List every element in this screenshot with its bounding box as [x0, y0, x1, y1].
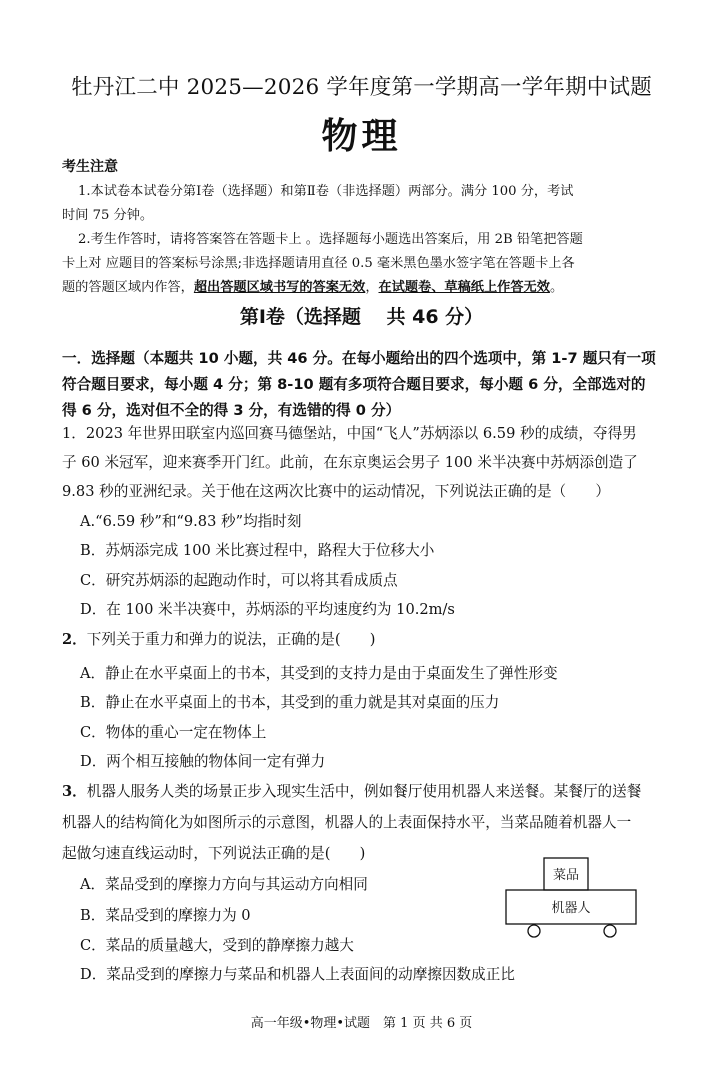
- page-footer: 高一年级•物理•试题 第 1 页 共 6 页: [250, 1016, 473, 1031]
- q1-stem-line-1: 1．2023 年世界田联室内巡回赛马德堡站，中国“飞人”苏炳添以 6.59 秒的成绩，夺得男: [62, 425, 637, 442]
- part-instructions-line-1: 一．选择题（本题共 10 小题，共 46 分。在每小题给出的四个选项中，第 1-7 题只有一项: [62, 350, 656, 367]
- q3-stem-line-1: [62, 780, 641, 801]
- q2-option-d: D．两个相互接触的物体间一定有弹力: [80, 753, 326, 770]
- q2-stem: [62, 628, 375, 649]
- q3-option-b: B．菜品受到的摩擦力为 0: [80, 907, 251, 924]
- notice-line-2: 时间 75 分钟。: [62, 208, 154, 223]
- q1-option-b: B．苏炳添完成 100 米比赛过程中，路程大于位移大小: [80, 542, 435, 559]
- robot-diagram: [500, 852, 650, 942]
- exam-title: 牡丹江二中 2025—2026 学年度第一学期高一学年期中试题: [71, 75, 652, 100]
- q1-option-c: C．研究苏炳添的起跑动作时，可以将其看成质点: [80, 572, 398, 589]
- draft-invalid-warning: 在试题卷、草稿纸上作答无效: [378, 280, 550, 295]
- notice-line-1: 1.本试卷本试卷分第Ⅰ卷（选择题）和第Ⅱ卷（非选择题）两部分。满分 100 分，考试: [78, 184, 574, 199]
- notice-line-5: [62, 276, 563, 295]
- section-title: 第Ⅰ卷（选择题 共 46 分）: [239, 306, 484, 328]
- robot-wheel-right: [604, 925, 616, 937]
- q2-number: 2．: [62, 631, 87, 648]
- q1-option-d: D．在 100 米半决赛中，苏炳添的平均速度约为 10.2m/s: [80, 601, 455, 618]
- q3-option-d: D．菜品受到的摩擦力与菜品和机器人上表面间的动摩擦因数成正比: [80, 966, 515, 983]
- q1-stem-line-3: 9.83 秒的亚洲纪录。关于他在这两次比赛中的运动情况，下列说法正确的是（ ）: [62, 483, 610, 500]
- notice-line-3: 2.考生作答时，请将答案答在答题卡上 。选择题每小题选出答案后，用 2B 铅笔把答题: [78, 232, 583, 247]
- q2-stem-text: 下列关于重力和弹力的说法，正确的是( ): [86, 631, 376, 648]
- q2-option-c: C．物体的重心一定在物体上: [80, 724, 267, 741]
- q2-option-a: A．静止在水平桌面上的书本，其受到的支持力是由于桌面发生了弹性形变: [80, 665, 558, 682]
- notice-line-5-text: 题的答题区域内作答，: [62, 280, 194, 295]
- robot-wheel-left: [528, 925, 540, 937]
- part-instructions-line-3: 得 6 分，选对但不全的得 3 分，有选错的得 0 分）: [62, 402, 401, 419]
- notice-heading: 考生注意: [62, 159, 118, 175]
- q3-stem-text-1: 机器人服务人类的场景正步入现实生活中，例如餐厅使用机器人来送餐。某餐厅的送餐: [86, 783, 642, 800]
- q1-stem-line-2: 子 60 米冠军，迎来赛季开门红。此前，在东京奥运会男子 100 米半决赛中苏炳添创造了: [62, 454, 638, 471]
- notice-line-4: 卡上对 应题目的答案标号涂黑;非选择题请用直径 0.5 毫米黑色墨水签字笔在答题卡上各: [62, 256, 575, 271]
- q3-number: 3．: [62, 783, 87, 800]
- q1-option-a: A.“6.59 秒”和“9.83 秒”均指时刻: [80, 513, 302, 530]
- q3-stem-line-3: 起做匀速直线运动时，下列说法正确的是( ): [62, 845, 366, 862]
- notice-line-5-end: 。: [549, 280, 564, 295]
- part-instructions-line-2: 符合题目要求，每小题 4 分；第 8-10 题有多项符合题目要求，每小题 6 分，全部选对的: [62, 376, 646, 393]
- q3-stem-line-2: 机器人的结构简化为如图所示的示意图，机器人的上表面保持水平，当菜品随着机器人一: [62, 814, 632, 831]
- notice-line-5-comma: ，: [365, 280, 379, 295]
- robot-label: 机器人: [551, 901, 591, 916]
- invalid-answer-warning: 超出答题区域书写的答案无效: [193, 280, 366, 295]
- q3-option-c: C．菜品的质量越大，受到的静摩擦力越大: [80, 937, 354, 954]
- q2-option-b: B．静止在水平桌面上的书本，其受到的重力就是其对桌面的压力: [80, 694, 500, 711]
- subject-title: 物理: [321, 115, 402, 157]
- q3-option-a: A．菜品受到的摩擦力方向与其运动方向相同: [80, 876, 368, 893]
- food-label: 菜品: [552, 868, 580, 883]
